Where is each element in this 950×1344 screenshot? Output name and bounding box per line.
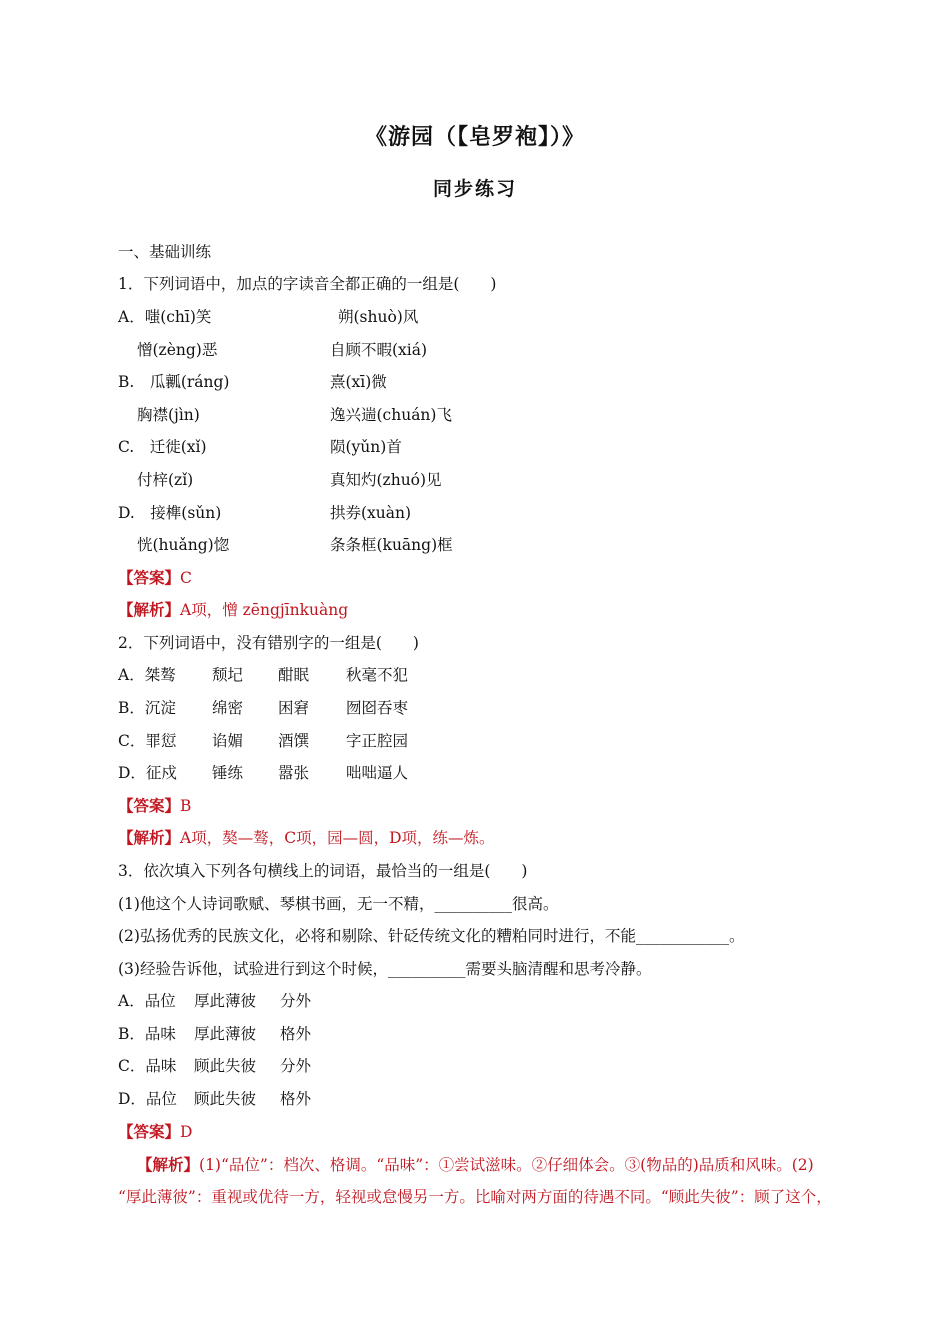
q2-b-w1: B．沉淀 <box>118 699 176 717</box>
q3-d-w2: 顾此失彼 <box>194 1090 257 1108</box>
q3-sentence-3: (3)经验告诉他，试验进行到这个时候，__________需要头脑清醒和思考冷静。 <box>118 960 652 978</box>
q3-option-a <box>118 991 311 1011</box>
q3-analysis-line2: “厚此薄彼”：重视或优待一方，轻视或怠慢另一方。比喻对两方面的待遇不同。“顾此失彼”：顾了这个， <box>118 1188 832 1206</box>
section-heading: 一、基础训练 <box>118 243 212 261</box>
q2-c-w2: 谄媚 <box>212 732 244 750</box>
q2-answer <box>118 796 191 816</box>
q1-option-a-right: 朔(shuò)风 <box>338 308 419 326</box>
q1-stem: 1．下列词语中，加点的字读音全都正确的一组是( ) <box>118 275 497 293</box>
q1-option-b-left: B. 瓜瓤(ráng) <box>118 373 230 391</box>
q1-option-b-right: 熹(xī)微 <box>330 373 387 391</box>
q1-analysis <box>118 600 348 620</box>
q2-analysis <box>118 828 495 848</box>
q2-option-a <box>118 665 408 685</box>
q1-option-c-right: 陨(yǔn)首 <box>330 438 402 456</box>
q2-option-d <box>118 763 408 783</box>
q1-option-b2-left: 胸襟(jìn) <box>137 406 200 424</box>
q1-option-a2-right: 自顾不暇(xiá) <box>330 341 428 359</box>
q2-c-w1: C．罪愆 <box>118 732 177 750</box>
q3-a-w3: 分外 <box>280 992 312 1010</box>
q3-b-w1: B．品味 <box>118 1025 176 1043</box>
q3-answer <box>118 1122 192 1142</box>
analysis-tag: 【解析】 <box>118 601 181 619</box>
q2-stem: 2．下列词语中，没有错别字的一组是( ) <box>118 634 419 652</box>
q1-option-c2-left: 付梓(zǐ) <box>137 471 194 489</box>
q3-sentence-2: (2)弘扬优秀的民族文化，必将和剔除、针砭传统文化的糟粕同时进行，不能____________。 <box>118 927 745 945</box>
q3-option-d <box>118 1089 311 1109</box>
q1-option-d-right: 拱券(xuàn) <box>330 504 412 522</box>
q3-a-w2: 厚此薄彼 <box>194 992 257 1010</box>
q3-analysis <box>137 1155 814 1175</box>
q1-option-a-left: A．嗤(chī)笑 <box>118 308 212 326</box>
q1-option-a2-left: 憎(zèng)恶 <box>137 341 218 359</box>
q2-a-w2: 颓圮 <box>212 666 244 684</box>
q3-b-w2: 厚此薄彼 <box>194 1025 257 1043</box>
q2-b-w3: 困窘 <box>278 699 310 717</box>
answer-value: D <box>180 1123 193 1141</box>
q3-option-c <box>118 1056 311 1076</box>
q3-c-w1: C．品味 <box>118 1057 177 1075</box>
q3-c-w3: 分外 <box>280 1057 312 1075</box>
q2-d-w2: 锤练 <box>212 764 244 782</box>
q2-a-w3: 酣眠 <box>278 666 310 684</box>
q3-sentence-1: (1)他这个人诗词歌赋、琴棋书画，无一不精，__________很高。 <box>118 895 559 913</box>
q1-option-d2-left: 恍(huǎng)惚 <box>137 536 230 554</box>
q2-b-w2: 绵密 <box>212 699 244 717</box>
answer-tag: 【答案】 <box>118 1123 181 1141</box>
answer-value: B <box>180 797 192 815</box>
q1-option-c2-right: 真知灼(zhuó)见 <box>330 471 442 489</box>
q2-option-b <box>118 698 408 718</box>
q2-a-w1: A．桀骜 <box>118 666 176 684</box>
document-subtitle: 同步练习 <box>432 178 517 200</box>
analysis-tag: 【解析】 <box>137 1156 200 1174</box>
analysis-text-line1: (1)“品位”：档次、格调。“品味”：①尝试滋味。②仔细体会。③(物品的)品质和风味。(2) <box>199 1156 814 1174</box>
document-title: 《游园（【皂罗袍】）》 <box>364 125 585 150</box>
answer-tag: 【答案】 <box>118 569 181 587</box>
q2-c-w3: 酒馔 <box>278 732 310 750</box>
q2-c-w4: 字正腔园 <box>346 732 409 750</box>
q1-option-d-left: D. 接榫(sǔn) <box>118 504 222 522</box>
q2-option-c <box>118 731 408 751</box>
analysis-tag: 【解析】 <box>118 829 181 847</box>
q3-option-b <box>118 1024 311 1044</box>
q2-a-w4: 秋毫不犯 <box>346 666 409 684</box>
q1-option-d2-right: 条条框(kuāng)框 <box>330 536 453 554</box>
q2-d-w4: 咄咄逼人 <box>346 764 409 782</box>
q1-option-b2-right: 逸兴遄(chuán)飞 <box>330 406 452 424</box>
q1-option-c-left: C. 迁徙(xǐ) <box>118 438 207 456</box>
q2-d-w3: 嚣张 <box>278 764 310 782</box>
answer-tag: 【答案】 <box>118 797 181 815</box>
q3-b-w3: 格外 <box>280 1025 312 1043</box>
q2-b-w4: 囫囵吞枣 <box>346 699 409 717</box>
q3-a-w1: A．品位 <box>118 992 176 1010</box>
q3-stem: 3．依次填入下列各句横线上的词语，最恰当的一组是( ) <box>118 862 528 880</box>
analysis-text: A项，憎 zēngjīnkuàng <box>180 601 349 619</box>
q3-c-w2: 顾此失彼 <box>194 1057 257 1075</box>
analysis-text: A项，獒—骜，C项，园—圆，D项，练—炼。 <box>180 829 495 847</box>
answer-value: C <box>180 569 192 587</box>
q1-answer <box>118 568 192 588</box>
q3-d-w3: 格外 <box>280 1090 312 1108</box>
q3-d-w1: D．品位 <box>118 1090 177 1108</box>
q2-d-w1: D．征戍 <box>118 764 177 782</box>
